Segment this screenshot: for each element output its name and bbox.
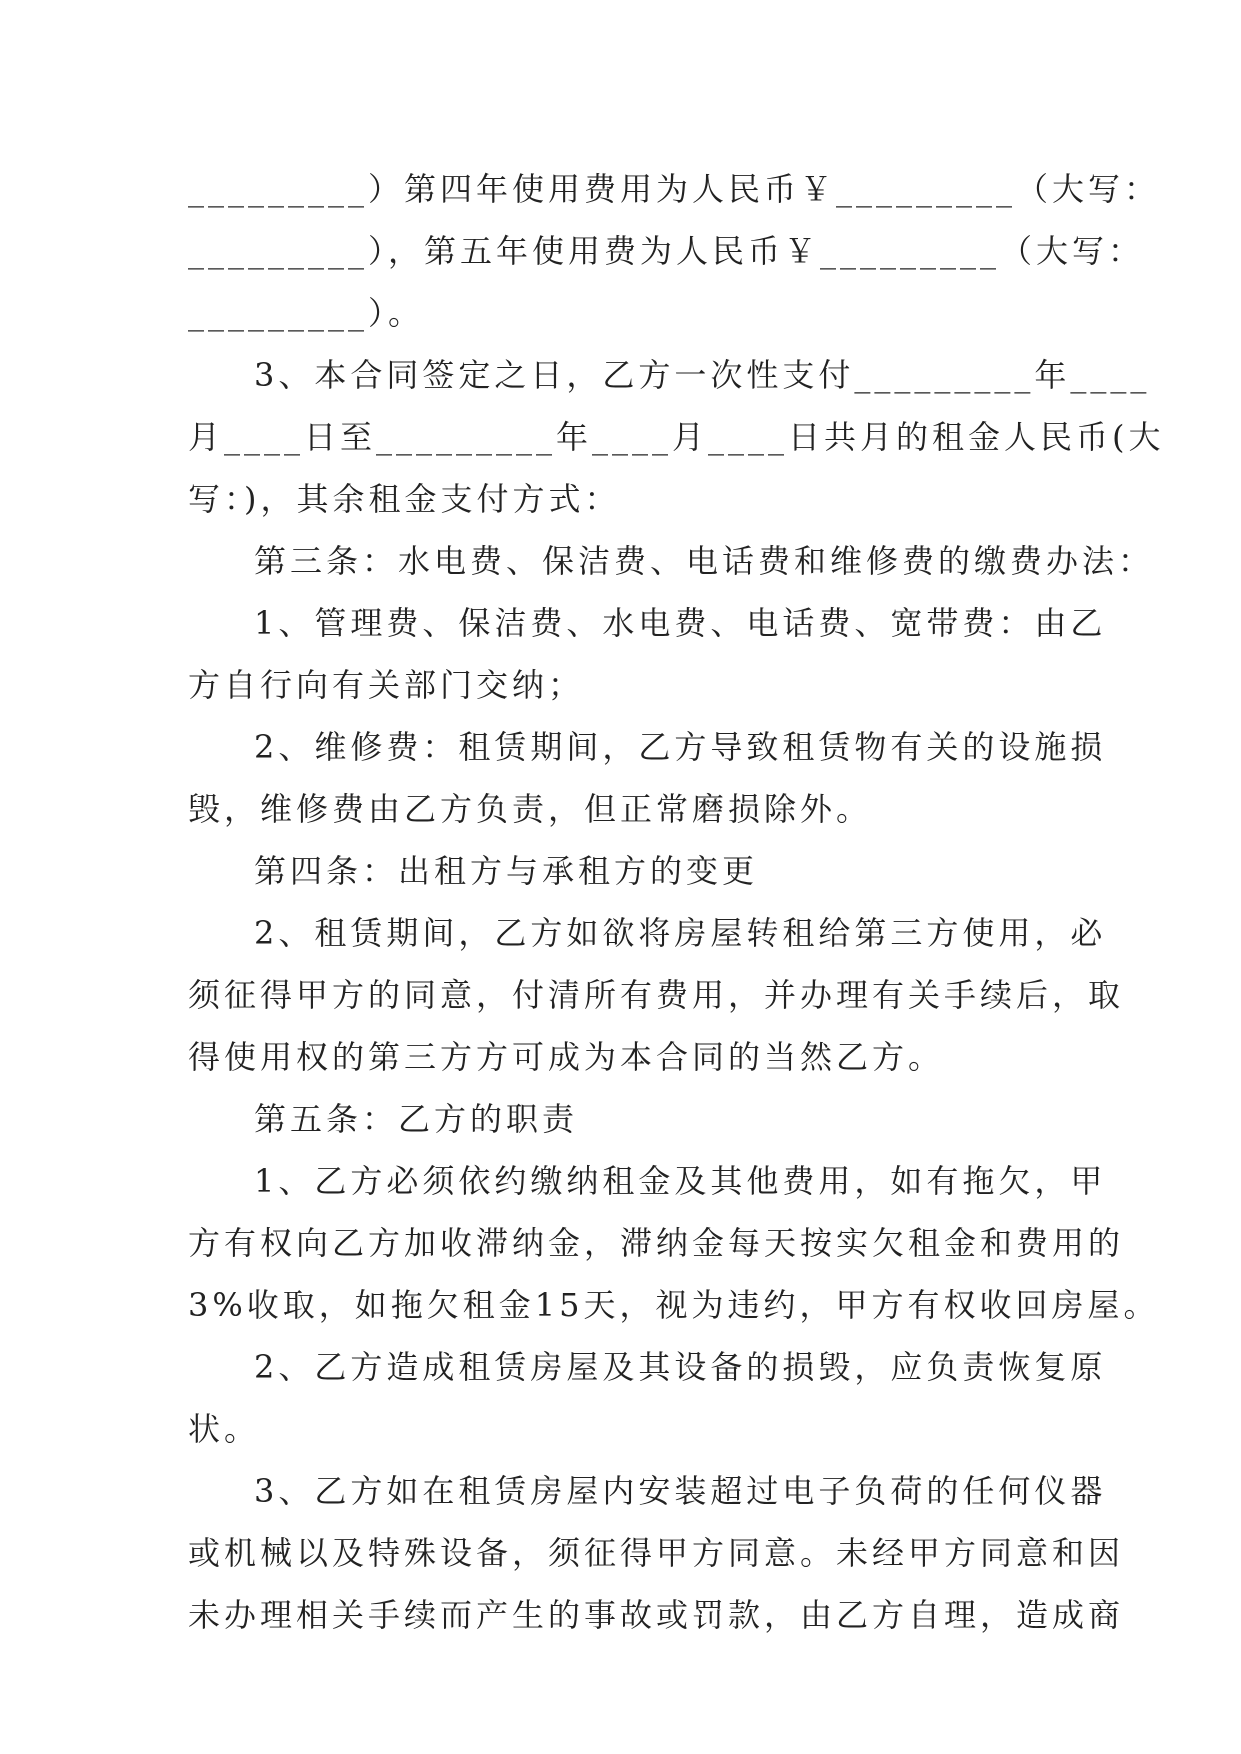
article-heading-5: 第五条：乙方的职责 [254, 1100, 579, 1138]
article-heading-4: 第四条：出租方与承租方的变更 [254, 852, 759, 890]
clause-paragraph-start: 2、乙方造成租赁房屋及其设备的损毁，应负责恢复原 [254, 1348, 1107, 1386]
text-line: 未办理相关手续而产生的事故或罚款，由乙方自理，造成商 [188, 1596, 1125, 1634]
clause-paragraph-start: 2、租赁期间，乙方如欲将房屋转租给第三方使用，必 [254, 914, 1107, 952]
text-line: 状。 [188, 1410, 261, 1448]
text-line: 得使用权的第三方方可成为本合同的当然乙方。 [188, 1038, 945, 1076]
clause-paragraph-start: 3、本合同签定之日，乙方一次性支付_________年____ [254, 356, 1151, 394]
clause-paragraph-start: 3、乙方如在租赁房屋内安装超过电子负荷的任何仪器 [254, 1472, 1107, 1510]
text-line: 写：)，其余租金支付方式： [188, 480, 621, 518]
text-line: _________）第四年使用费用为人民币￥_________（大写： [188, 170, 1161, 208]
text-line: 方有权向乙方加收滞纳金，滞纳金每天按实欠租金和费用的 [188, 1224, 1125, 1262]
text-line: _________）。 [188, 294, 425, 332]
text-line: 3%收取，如拖欠租金15天，视为违约，甲方有权收回房屋。 [188, 1286, 1160, 1324]
clause-paragraph-start: 1、乙方必须依约缴纳租金及其他费用，如有拖欠，甲 [254, 1162, 1107, 1200]
text-line: 须征得甲方的同意，付清所有费用，并办理有关手续后，取 [188, 976, 1125, 1014]
clause-paragraph-start: 1、管理费、保洁费、水电费、电话费、宽带费：由乙 [254, 604, 1107, 642]
text-line: 毁，维修费由乙方负责，但正常磨损除外。 [188, 790, 873, 828]
text-line: _________），第五年使用费为人民币￥_________（大写： [188, 232, 1145, 270]
clause-paragraph-start: 2、维修费：租赁期间，乙方导致租赁物有关的设施损 [254, 728, 1107, 766]
article-heading-3: 第三条：水电费、保洁费、电话费和维修费的缴费办法： [254, 542, 1155, 580]
text-line: 或机械以及特殊设备，须征得甲方同意。未经甲方同意和因 [188, 1534, 1125, 1572]
text-line: 月____日至_________年____月____日共月的租金人民币(大 [188, 418, 1165, 456]
contract-text [188, 158, 1165, 1646]
text-line: 方自行向有关部门交纳； [188, 666, 585, 704]
